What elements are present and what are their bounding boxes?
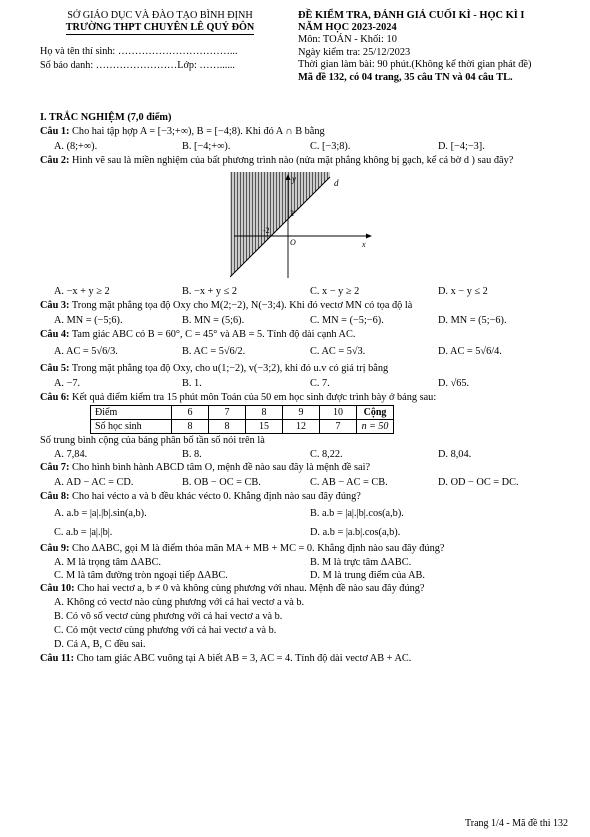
table-cell: n = 50 (357, 420, 394, 434)
question-11 (40, 652, 580, 666)
question-text: Trong mặt phẳng tọa độ Oxy, cho u(1;−2), v(−3;2), khi đó u.v có giá trị bằng (71, 363, 389, 374)
question-text: Tam giác ABC có B = 60°, C = 45° và AB = 5. Tính độ dài cạnh AC. (71, 329, 356, 340)
question-number: Câu 7: (40, 462, 70, 473)
option-d: D. MN = (5;−6). (438, 315, 507, 326)
question-text: Kết quả điểm kiểm tra 15 phút môn Toán của 50 em học sinh được trình bày ở bảng sau: (72, 392, 437, 403)
question-5 (40, 362, 580, 376)
options-q4 (40, 342, 580, 362)
options-q2 (40, 284, 580, 299)
options-q5 (40, 376, 580, 391)
question-number: Câu 8: (40, 491, 70, 502)
option-b: B. a.b = |a|.|b|.cos(a,b). (310, 508, 404, 519)
table-cell: 8 (172, 420, 209, 434)
question-3 (40, 299, 580, 313)
options-q1 (40, 139, 580, 154)
option-d: D. [−4;−3]. (438, 141, 485, 152)
label-2: 2 (290, 209, 294, 218)
table-cell: 7 (209, 406, 246, 420)
header-left (40, 10, 280, 35)
option-b: B. −x + y ≤ 2 (182, 286, 238, 297)
student-id-field: Số báo danh: ……………………Lớp: ……...... (40, 60, 235, 71)
label-minus-2: -2 (263, 226, 270, 235)
exam-date: Ngày kiểm tra: 25/12/2023 (298, 46, 411, 58)
question-6-followup: Số trung bình cộng của bảng phân bố tần số nói trên là (40, 435, 265, 446)
school-name: TRƯỜNG THPT CHUYÊN LÊ QUÝ ĐÔN (65, 22, 255, 33)
option-a: A. AD − AC = CD. (54, 477, 134, 488)
question-4 (40, 328, 580, 342)
option-b: B. 1. (182, 378, 202, 389)
table-header-row (91, 406, 394, 420)
page-footer: Trang 1/4 - Mã đề thi 132 (465, 818, 568, 829)
table-cell: 9 (283, 406, 320, 420)
exam-content (40, 112, 580, 666)
question-text: Hình vẽ sau là miền nghiệm của bất phương trình nào (nửa mặt phẳng không bị gạch, kể cả bờ d ) sau đây? (72, 155, 514, 166)
option-a: A. 7,84. (54, 449, 88, 460)
table-cell: 15 (246, 420, 283, 434)
option-b: B. M là trực tâm ΔABC. (310, 557, 412, 568)
option-c: C. AB − AC = CB. (310, 477, 388, 488)
option-c: C. AC = 5√3. (310, 346, 366, 357)
question-text: Cho hai vectơ a, b ≠ 0 và không cùng phương với nhau. Mệnh đề nào sau đây đúng? (77, 583, 425, 594)
exam-code-line: Mã đề 132, có 04 trang, 35 câu TN và 04 câu TL. (298, 71, 513, 83)
option-d: D. Cả A, B, C đều sai. (54, 639, 146, 650)
option-b: B. Có vô số vectơ cùng phương với cả hai vectơ a và b. (54, 611, 283, 622)
question-number: Câu 4: (40, 329, 70, 340)
option-a: A. M là trọng tâm ΔABC. (54, 557, 162, 568)
option-b: B. [−4;+∞). (182, 141, 231, 152)
table-cell: 8 (246, 406, 283, 420)
label-y: y (292, 174, 296, 184)
option-a: A. (8;+∞). (54, 141, 98, 152)
question-number: Câu 11: (40, 653, 75, 664)
question-8 (40, 490, 580, 504)
option-c: C. a.b = |a|.|b|. (54, 527, 113, 538)
score-table (90, 405, 394, 434)
options-q7 (40, 475, 580, 490)
table-cell: Số học sinh (91, 420, 172, 434)
duration-line: Thời gian làm bài: 90 phút.(Không kể thời gian phát đề) (298, 59, 532, 71)
option-b: B. MN = (5;6). (182, 315, 245, 326)
option-b: B. OB − OC = CB. (182, 477, 261, 488)
question-number: Câu 2: (40, 155, 70, 166)
question-text: Cho tam giác ABC vuông tại A biết AB = 3, AC = 4. Tính độ dài vectơ AB + AC. (76, 653, 412, 664)
options-q6 (40, 448, 580, 461)
option-c: C. MN = (−5;−6). (310, 315, 384, 326)
option-c: C. x − y ≥ 2 (310, 286, 360, 297)
option-b: B. AC = 5√6/2. (182, 346, 246, 357)
option-d: D. √65. (438, 378, 470, 389)
header-right (298, 10, 583, 84)
option-c: C. Có một vectơ cùng phương với cả hai vectơ a và b. (54, 625, 277, 636)
table-row (91, 420, 394, 434)
label-d: d (334, 178, 339, 188)
question-6 (40, 391, 580, 405)
option-d: D. a.b = |a.b|.cos(a,b). (310, 527, 401, 538)
table-cell: 12 (283, 420, 320, 434)
option-c: C. 7. (310, 378, 330, 389)
question-text: Cho ΔABC, gọi M là điểm thỏa mãn MA + MB + MC = 0. Khẳng định nào sau đây đúng? (72, 543, 445, 554)
department-name: SỞ GIÁO DỤC VÀ ĐÀO TẠO BÌNH ĐỊNH (67, 10, 253, 21)
subject-line: Môn: TOÁN - Khối: 10 (298, 34, 397, 45)
x-arrow (366, 234, 372, 239)
option-a: A. −7. (54, 378, 81, 389)
label-origin: O (290, 238, 296, 247)
option-d: D. AC = 5√6/4. (438, 346, 502, 357)
option-c: C. [−3;8). (310, 141, 351, 152)
question-number: Câu 6: (40, 392, 70, 403)
option-a: A. −x + y ≥ 2 (54, 286, 110, 297)
option-d: D. M là trung điểm của AB. (310, 570, 425, 581)
option-d: D. 8,04. (438, 449, 472, 460)
options-q9 (40, 556, 580, 582)
question-1 (40, 125, 580, 139)
option-c: C. 8,22. (310, 449, 343, 460)
question-number: Câu 5: (40, 363, 70, 374)
section-title: I. TRẮC NGHIỆM (7,0 điểm) (40, 112, 172, 123)
school-year: NĂM HỌC 2023-2024 (298, 22, 397, 33)
question-text: Cho hai tập hợp A = [−3;+∞), B = [−4;8). Khi đó A ∩ B bằng (72, 126, 325, 137)
options-q10 (40, 596, 580, 652)
question-7 (40, 461, 580, 475)
table-cell: 10 (320, 406, 357, 420)
option-d: D. x − y ≤ 2 (438, 286, 488, 297)
question-number: Câu 3: (40, 300, 70, 311)
question-text: Cho hai vécto a và b đều khác vécto 0. Khẳng định nào sau đây đúng? (72, 491, 361, 502)
inequality-graph (230, 172, 380, 280)
option-d: D. OD − OC = DC. (438, 477, 519, 488)
option-b: B. 8. (182, 449, 202, 460)
question-2 (40, 154, 580, 168)
student-name-field: Họ và tên thí sinh: ……………………………... (40, 46, 238, 57)
option-a: A. Không có vectơ nào cùng phương với cả hai vectơ a và b. (54, 597, 305, 608)
option-a: A. a.b = |a|.|b|.sin(a,b). (54, 508, 147, 519)
graph-svg (230, 172, 380, 280)
exam-title: ĐỀ KIỂM TRA, ĐÁNH GIÁ CUỐI KÌ - HỌC KÌ I (298, 10, 525, 21)
question-number: Câu 9: (40, 543, 70, 554)
question-9 (40, 542, 580, 556)
question-text: Cho hình bình hành ABCD tâm O, mệnh đề nào sau đây là mệnh đề sai? (72, 462, 371, 473)
label-x: x (362, 240, 366, 249)
table-cell: Điểm (91, 406, 172, 420)
question-number: Câu 10: (40, 583, 75, 594)
table-cell: 7 (320, 420, 357, 434)
table-cell: Cộng (357, 406, 394, 420)
question-number: Câu 1: (40, 126, 70, 137)
question-text: Trong mặt phẳng tọa độ Oxy cho M(2;−2), N(−3;4). Khi đó vectơ MN có tọa độ là (71, 300, 413, 311)
question-10 (40, 582, 580, 596)
options-q8 (40, 504, 580, 542)
option-a: A. MN = (−5;6). (54, 315, 123, 326)
table-cell: 6 (172, 406, 209, 420)
options-q3 (40, 313, 580, 328)
hatched-region (230, 172, 330, 280)
option-a: A. AC = 5√6/3. (54, 346, 118, 357)
table-cell: 8 (209, 420, 246, 434)
option-c: C. M là tâm đường tròn ngoại tiếp ΔABC. (54, 570, 228, 581)
